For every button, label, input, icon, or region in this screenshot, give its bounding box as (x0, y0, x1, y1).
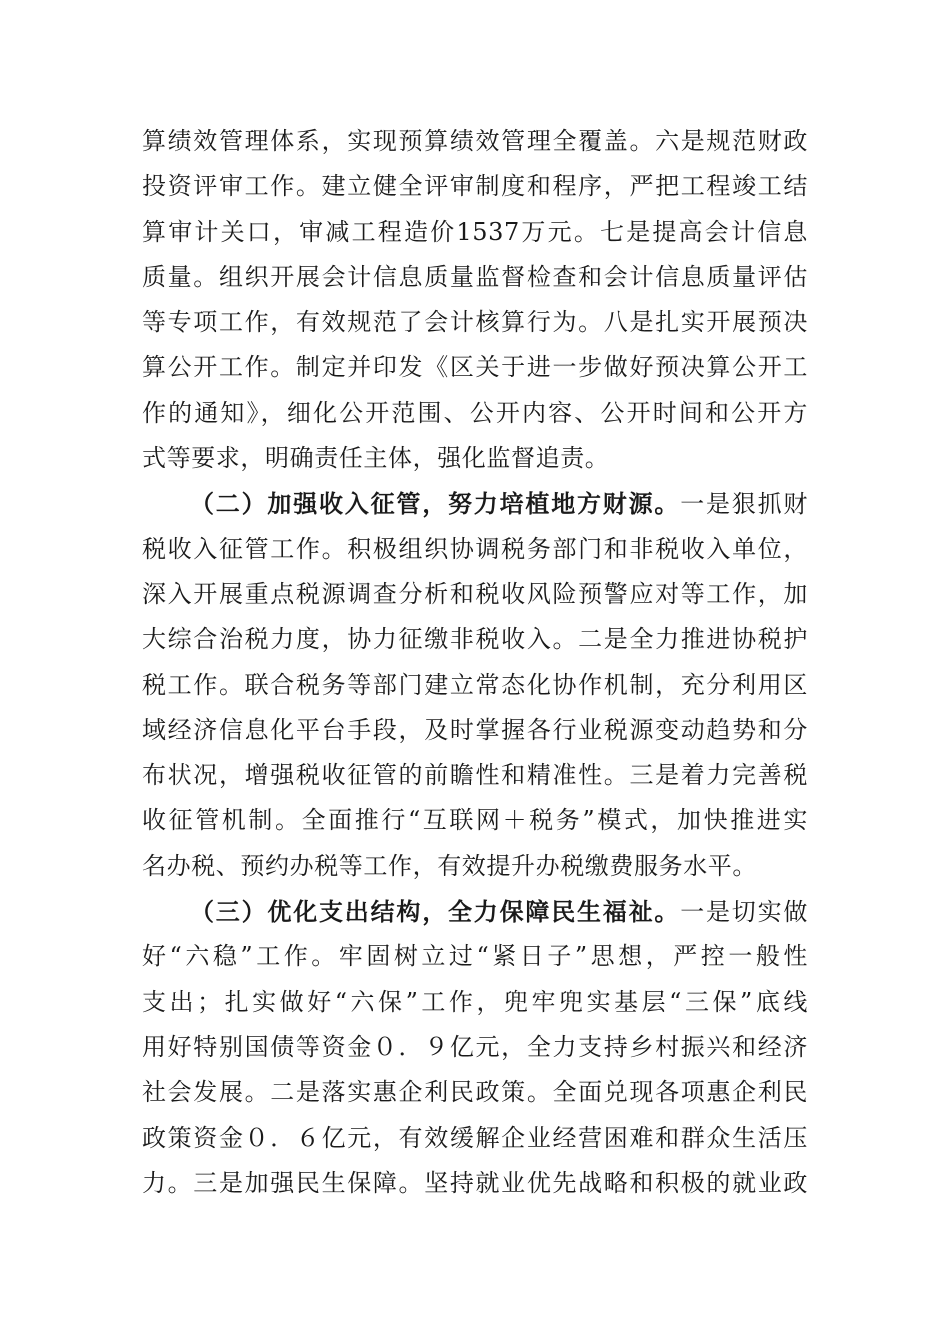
text-line: 名办税、预约办税等工作，有效提升办税缴费服务水平。 (142, 851, 757, 880)
paragraph-first-line (142, 889, 808, 934)
text-line: 算公开工作。制定并印发《区关于进一步做好预决算公开工 (142, 353, 808, 382)
section-heading-3: （三）优化支出结构，全力保障民生福祉。 (190, 897, 681, 927)
text-line: 社会发展。二是落实惠企利民政策。全面兑现各项惠企利民 (142, 1078, 808, 1107)
section-heading-2: （二）加强收入征管，努力培植地方财源。 (190, 489, 681, 519)
text-line: 式等要求，明确责任主体，强化监督追责。 (142, 444, 610, 473)
text-line: 用好特别国债等资金０．９亿元，全力支持乡村振兴和经济 (142, 1032, 808, 1061)
text-run: 一是切实做 (680, 898, 809, 927)
text-line: 好“六稳”工作。牢固树立过“紧日子”思想，严控一般性 (142, 942, 808, 971)
text-line: 大综合治税力度，协力征缴非税收入。二是全力推进协税护 (142, 625, 808, 654)
paragraph-3 (142, 889, 808, 1206)
text-line: 等专项工作，有效规范了会计核算行为。八是扎实开展预决 (142, 308, 808, 337)
paragraph-2 (142, 481, 808, 889)
text-line: 作的通知》，细化公开范围、公开内容、公开时间和公开方 (142, 398, 808, 427)
text-line: 税工作。联合税务等部门建立常态化协作机制，充分利用区 (142, 670, 808, 699)
text-line: 算审计关口，审减工程造价1537万元。七是提高会计信息 (142, 217, 808, 246)
text-line: 深入开展重点税源调查分析和税收风险预警应对等工作，加 (142, 579, 808, 608)
text-line: 质量。组织开展会计信息质量监督检查和会计信息质量评估 (142, 262, 808, 291)
text-line: 支出；扎实做好“六保”工作，兜牢兜实基层“三保”底线 (142, 987, 808, 1016)
document-body (142, 119, 808, 1206)
text-line: 政策资金０．６亿元，有效缓解企业经营困难和群众生活压 (142, 1123, 808, 1152)
text-run: 一是狠抓财 (680, 490, 809, 519)
text-line: 算绩效管理体系，实现预算绩效管理全覆盖。六是规范财政 (142, 127, 808, 155)
text-line: 投资评审工作。建立健全评审制度和程序，严把工程竣工结 (142, 172, 808, 201)
text-line: 布状况，增强税收征管的前瞻性和精准性。三是着力完善税 (142, 761, 808, 790)
text-line: 力。三是加强民生保障。坚持就业优先战略和积极的就业政 (142, 1168, 808, 1197)
text-line: 收征管机制。全面推行“互联网＋税务”模式，加快推进实 (142, 806, 808, 835)
paragraph-first-line (142, 481, 808, 526)
text-line: 税收入征管工作。积极组织协调税务部门和非税收入单位， (142, 534, 808, 563)
text-line: 域经济信息化平台手段，及时掌握各行业税源变动趋势和分 (142, 715, 808, 744)
paragraph-1 (142, 119, 808, 481)
